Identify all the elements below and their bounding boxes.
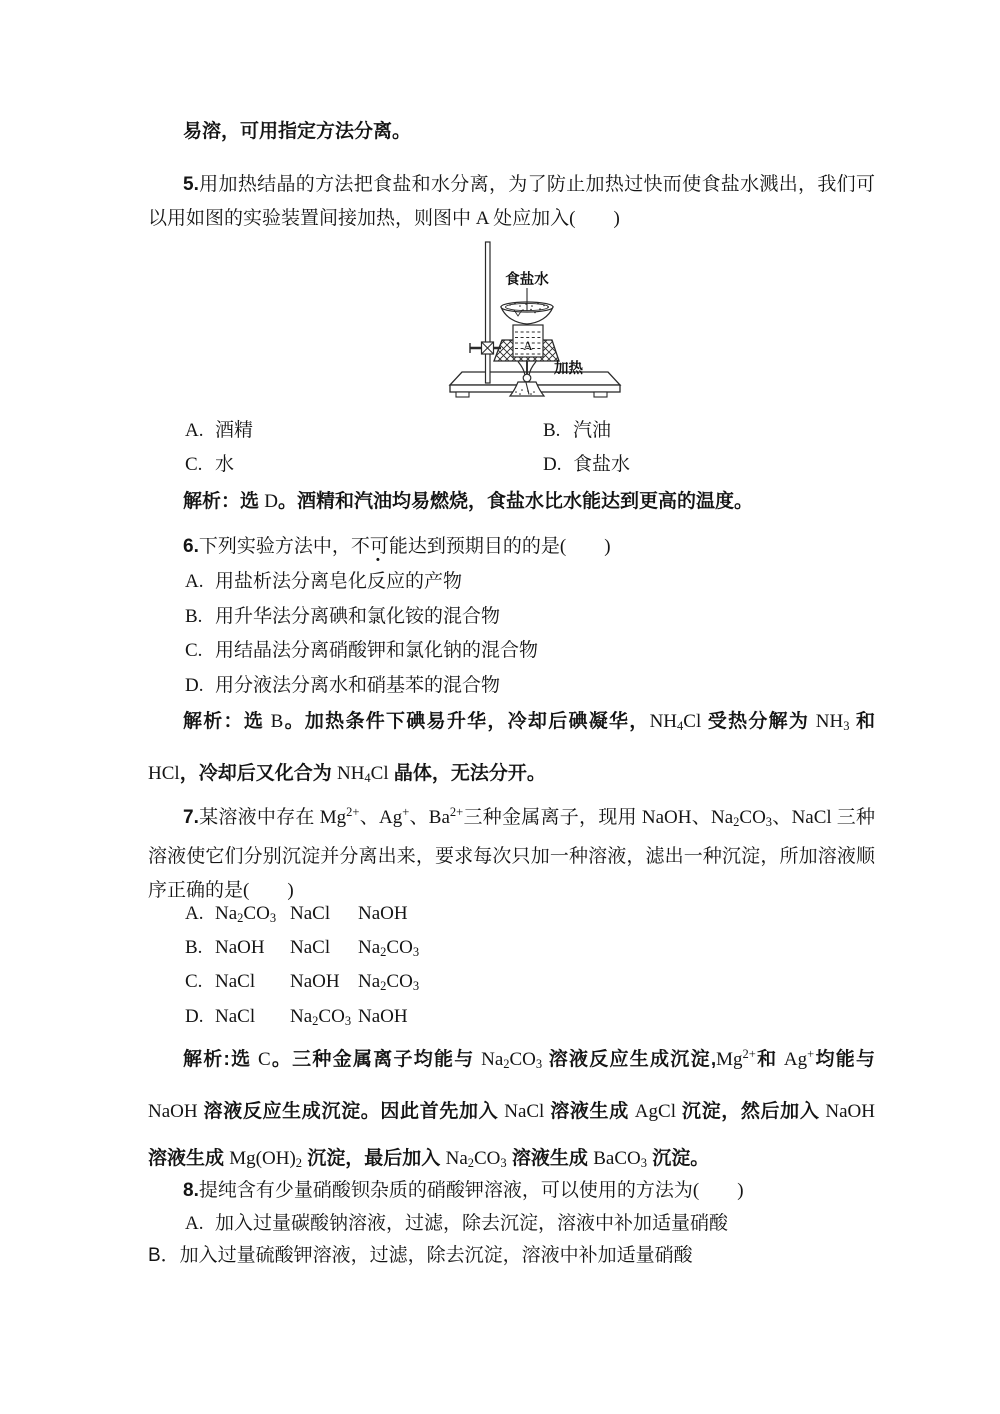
intro-text: 易溶，可用指定方法分离。	[183, 121, 412, 142]
saltwater-label: 食盐水	[505, 272, 549, 288]
q6-option-b: B. 用升华法分离碘和氯化铵的混合物	[185, 606, 501, 627]
q5-option-c: C. 水	[185, 454, 235, 475]
q7-analysis: 解析:选 C。三种金属离子均能与 Na2CO3 溶液反应生成沉淀$,Mg^{2+}$和 Ag+均能与 NaOH 溶液反应生成沉淀。因此首先加入 NaCl 溶液生成 AgCl 沉淀，然后加入 NaOH 溶液生成 Mg(OH)2 沉淀，最后加入 Na2CO3 溶液生成 BaCO3 沉淀。	[148, 1047, 876, 1170]
q5-option-a: A. 酒精	[185, 420, 254, 441]
q6-option-a: A. 用盐析法分离皂化反应的产物	[185, 571, 463, 592]
q5-analysis: 解析：选 D。酒精和汽油均易燃烧，食盐水比水能达到更高的温度。	[183, 491, 754, 512]
q5-options-row-1	[185, 414, 611, 448]
question-6-text: 6.下列实验方法中，不可能达到预期目的的是( )	[183, 536, 611, 557]
q5-option-b: B. 汽油	[543, 420, 612, 441]
question-8-text: 8.提纯含有少量硝酸钡杂质的硝酸钾溶液，可以使用的方法为( )	[183, 1180, 744, 1201]
q6-option-d: D. 用分液法分离水和硝基苯的混合物	[185, 675, 501, 696]
clamp	[470, 342, 501, 354]
q5-option-d: D. 食盐水	[543, 454, 631, 475]
q7-option-d: D. NaCl Na2CO3 NaOH	[185, 1006, 408, 1028]
heating-label: 加热	[554, 361, 583, 377]
q7-option-a: A. Na2CO3 NaCl NaOH	[185, 903, 408, 925]
beaker-liquid-label: A	[523, 338, 533, 353]
question-7-text: 7.某溶液中存在 $Mg^{2+}$、Ag+、$Ba^{2+}$三种金属离子，现用 NaOH、Na2CO3、NaCl 三种溶液使它们分别沉淀并分离出来，要求每次只加一种溶液，滤出一种沉淀，所加溶液顺序正确的是( )	[148, 805, 875, 901]
iron-stand-rod	[486, 242, 491, 383]
q6-analysis: 解析：选 B。加热条件下碘易升华，冷却后碘凝华，NH4Cl 受热分解为 NH3 和 HCl，冷却后又化合为 NH4Cl 晶体，无法分开。	[148, 711, 875, 785]
beaker	[513, 325, 543, 357]
q8-option-b: B．加入过量硫酸钾溶液，过滤，除去沉淀，溶液中补加适量硝酸	[148, 1245, 693, 1266]
q7-option-c: C. NaCl NaOH Na2CO3	[185, 971, 420, 993]
apparatus-diagram	[430, 240, 650, 404]
q5-options-row-2	[185, 448, 630, 482]
q6-option-c: C. 用结晶法分离硝酸钾和氯化钠的混合物	[185, 640, 539, 661]
q8-option-a: A. 加入过量碳酸钠溶液，过滤，除去沉淀，溶液中补加适量硝酸	[185, 1213, 729, 1234]
q7-option-b: B. NaOH NaCl Na2CO3	[185, 937, 420, 959]
question-5-text: 5.用加热结晶的方法把食盐和水分离，为了防止加热过快而使食盐水溅出，我们可以用如图的实验装置间接加热，则图中 A 处应加入( )	[148, 174, 875, 229]
